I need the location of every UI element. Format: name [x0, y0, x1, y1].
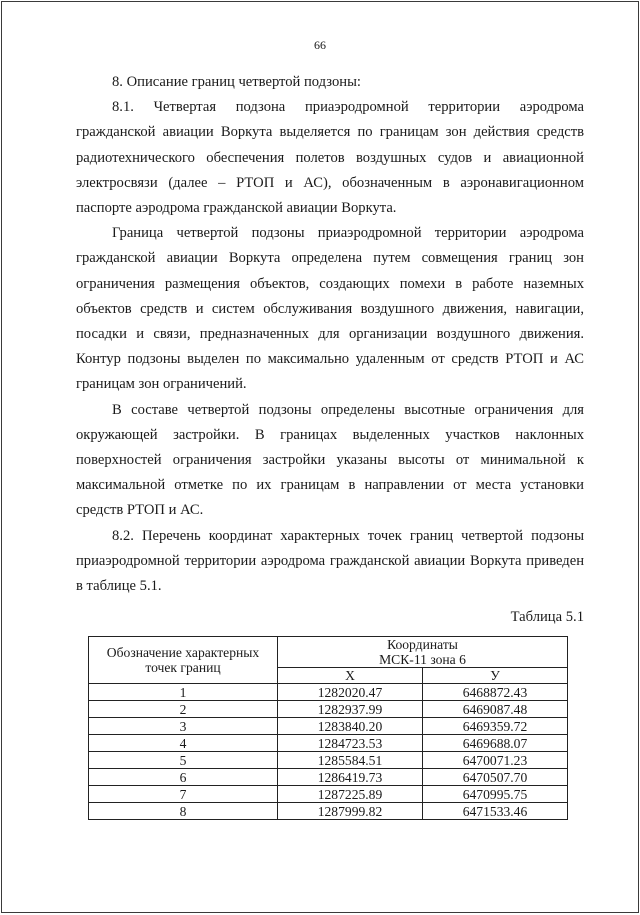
paragraph-height-restrictions: В составе четвертой подзоны определены высотные ограничения для окружающей застройки. В границах выделенных участков наклонных поверхностей ограничения застройки указаны высоты от минимальной к максимальной отметке по их границам в направлении от места установки средств РТОП и АС. — [76, 401, 584, 519]
coord-x: 1283840.20 — [278, 718, 423, 735]
paragraph-8-2: 8.2. Перечень координат характерных точек границ четвертой подзоны приаэродромной территории аэродрома гражданской авиации Воркута приведен в таблице 5.1. — [76, 527, 584, 595]
document-page — [1, 1, 639, 913]
point-number: 4 — [89, 735, 278, 752]
coord-x: 1287225.89 — [278, 786, 423, 803]
table-row — [89, 718, 568, 735]
coord-x: 1282937.99 — [278, 701, 423, 718]
table-row — [89, 786, 568, 803]
coord-y: 6469087.48 — [423, 701, 568, 718]
point-number: 2 — [89, 701, 278, 718]
coord-y: 6470071.23 — [423, 752, 568, 769]
page-number: 66 — [314, 38, 326, 52]
paragraph-8-1: 8.1. Четвертая подзона приаэродромной территории аэродрома гражданской авиации Воркута выделяется по границам зон действия средств радиотехнического обеспечения полетов воздушных судов и авиационной электросвязи (далее – РТОП и АС), обозначенным в аэронавигационном паспорте аэродрома гражданской авиации Воркута. — [76, 99, 584, 217]
point-number: 1 — [89, 684, 278, 701]
point-number: 8 — [89, 803, 278, 820]
coord-y: 6470507.70 — [423, 769, 568, 786]
coord-x: 1282020.47 — [278, 684, 423, 701]
point-number: 3 — [89, 718, 278, 735]
coord-x: 1285584.51 — [278, 752, 423, 769]
header-coordinates: Координаты — [278, 637, 568, 653]
point-number: 5 — [89, 752, 278, 769]
coord-x: 1287999.82 — [278, 803, 423, 820]
coord-y: 6469359.72 — [423, 718, 568, 735]
table-row — [89, 803, 568, 820]
table-row — [89, 701, 568, 718]
table-caption: Таблица 5.1 — [510, 609, 584, 626]
coord-y: 6471533.46 — [423, 803, 568, 820]
coord-y: 6468872.43 — [423, 684, 568, 701]
header-y: У — [423, 668, 568, 684]
point-number: 6 — [89, 769, 278, 786]
table-row — [89, 684, 568, 701]
coord-y: 6469688.07 — [423, 735, 568, 752]
coord-x: 1286419.73 — [278, 769, 423, 786]
table-row — [89, 769, 568, 786]
page-content — [76, 70, 584, 820]
coordinates-table — [88, 636, 568, 820]
table-row — [89, 752, 568, 769]
paragraph-border-description: Граница четвертой подзоны приаэродромной территории аэродрома гражданской авиации Воркута определена путем совмещения границ зон ограничения размещения объектов, создающих помехи в работе наземных объектов средств и систем обслуживания воздушного движения, навигации, посадки и связи, предназначенных для организации воздушного движения. Контур подзоны выделен по максимально удаленным от средств РТОП и АС границам зон ограничений. — [76, 225, 584, 393]
section-heading: 8. Описание границ четвертой подзоны: — [112, 74, 361, 90]
header-x: Х — [278, 668, 423, 684]
header-coordinate-system: МСК-11 зона 6 — [278, 652, 568, 668]
point-number: 7 — [89, 786, 278, 803]
header-points: Обозначение характерных точек границ — [89, 637, 278, 684]
coord-y: 6470995.75 — [423, 786, 568, 803]
coord-x: 1284723.53 — [278, 735, 423, 752]
table-row — [89, 735, 568, 752]
